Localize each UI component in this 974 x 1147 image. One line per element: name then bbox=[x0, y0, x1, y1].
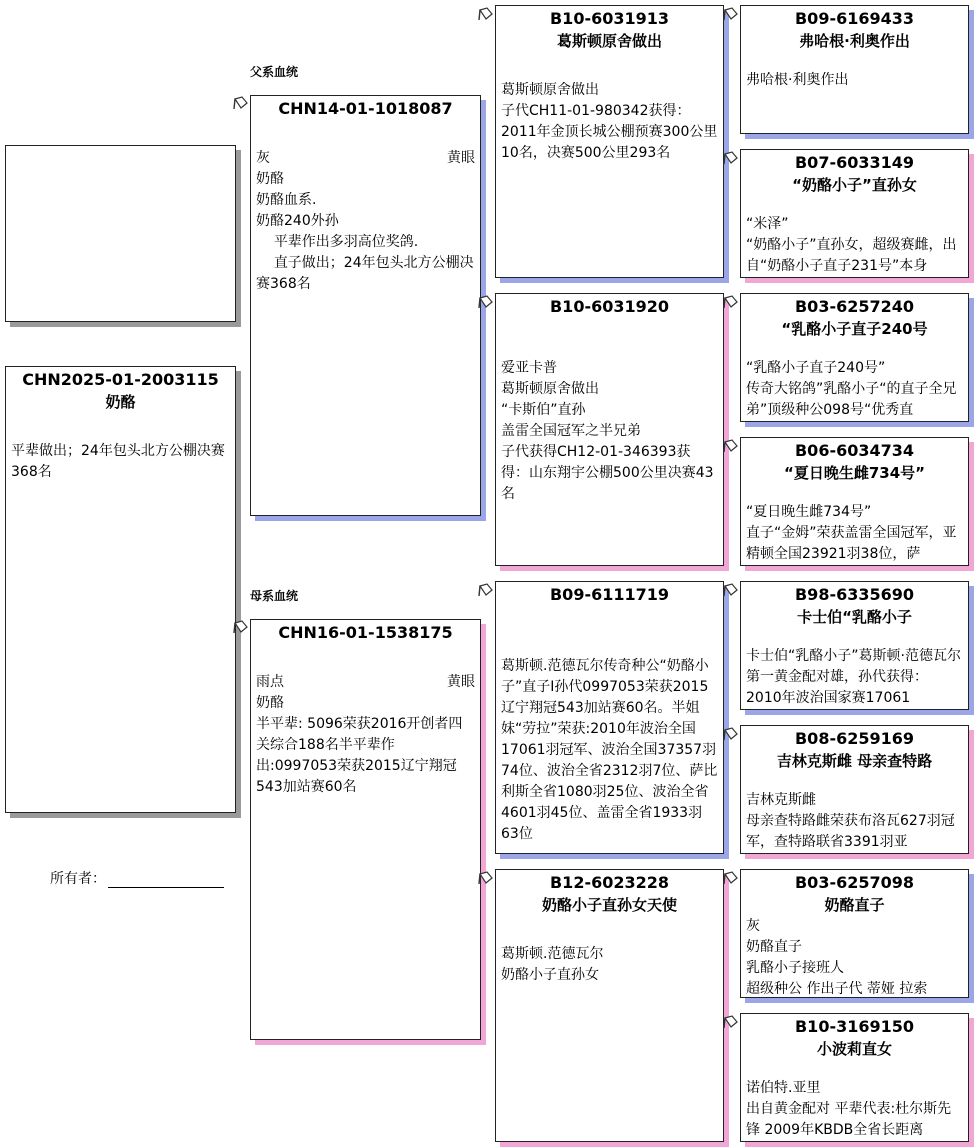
sds-card[interactable] bbox=[740, 293, 969, 422]
dd-card[interactable] bbox=[495, 869, 724, 1142]
ds-card[interactable] bbox=[495, 581, 724, 854]
sire-card[interactable] bbox=[250, 95, 481, 516]
ssd-ring: B07-6033149 bbox=[794, 153, 915, 172]
ds-name bbox=[496, 606, 723, 628]
dd-ring: B12-6023228 bbox=[549, 873, 670, 892]
flag-icon bbox=[478, 583, 494, 597]
subject-notes: 平辈做出；24年包头北方公棚决赛368名 bbox=[11, 443, 225, 480]
owner-label: 所有者： bbox=[50, 871, 106, 887]
sd-name bbox=[496, 318, 723, 340]
dam-eye: 黄眼 bbox=[447, 674, 475, 690]
dam-section-label: 母系血统 bbox=[250, 589, 299, 603]
sdd-card[interactable] bbox=[740, 437, 969, 566]
dam-card[interactable] bbox=[250, 619, 481, 1040]
dam-notes: 奶酪 半平辈: 5096荣获2016开创者四关综合188名半平辈作出:0997053荣获2015辽宁翔冠543加站赛60名 bbox=[256, 695, 463, 795]
ddd-card[interactable] bbox=[740, 1013, 969, 1142]
ssd-notes: “米泽” “奶酪小子”直孙女，超级赛雌，出自“奶酪小子直子231号”本身 bbox=[746, 216, 957, 274]
dam-ring: CHN16-01-1538175 bbox=[278, 623, 453, 642]
dds-name: 奶酪直子 bbox=[824, 896, 885, 914]
ds-ring: B09-6111719 bbox=[549, 585, 670, 604]
flag-icon bbox=[233, 620, 249, 634]
dsd-ring: B08-6259169 bbox=[794, 729, 915, 748]
sd-notes: 爱亚卡普 葛斯顿原舍做出 “卡斯伯”直孙 盖雷全国冠军之半兄弟 子代获得CH12-01-346393获得：山东翔宇公棚500公里决赛43名 bbox=[501, 360, 714, 502]
flag-icon bbox=[723, 439, 739, 453]
sire-eye: 黄眼 bbox=[447, 150, 475, 166]
ss-notes: 葛斯顿原舍做出 子代CH11-01-980342获得：2011年金顶长城公棚预赛300公里10名，决赛500公里293名 bbox=[501, 82, 718, 161]
sss-ring: B09-6169433 bbox=[794, 9, 915, 28]
dds-ring: B03-6257098 bbox=[794, 873, 915, 892]
flag-icon bbox=[723, 583, 739, 597]
sire-section-label: 父系血统 bbox=[250, 65, 299, 79]
flag-icon bbox=[723, 295, 739, 309]
dss-notes: 卡士伯“乳酪小子”葛斯顿·范德瓦尔第一黄金配对雄，孙代获得：2010年波治国家赛17061 bbox=[746, 648, 961, 706]
sire-ring: CHN14-01-1018087 bbox=[278, 99, 453, 118]
ddd-ring: B10-3169150 bbox=[794, 1017, 915, 1036]
dss-card[interactable] bbox=[740, 581, 969, 710]
sdd-ring: B06-6034734 bbox=[794, 441, 915, 460]
flag-icon bbox=[723, 871, 739, 885]
flag-icon bbox=[478, 7, 494, 21]
sdd-name: “夏日晚生雌734号” bbox=[783, 464, 926, 482]
ss-card[interactable] bbox=[495, 5, 724, 278]
sire-notes: 奶酪 奶酪血系. 奶酪240外孙 平辈作出多羽高位奖鸽. 直子做出；24年包头北方公棚决赛368名 bbox=[256, 171, 474, 292]
dd-name: 奶酪小子直孙女天使 bbox=[541, 896, 677, 914]
flag-icon bbox=[233, 96, 249, 110]
sds-name: “乳酪小子直子240号 bbox=[781, 320, 928, 338]
ddd-notes: 诺伯特.亚里 出自黄金配对 平辈代表:杜尔斯先锋 2009年KBDB全省长距离 bbox=[746, 1080, 952, 1138]
dsd-notes: 吉林克斯雌 母亲查特路雌荣获布洛瓦627羽冠军，查特路联省3391羽亚 bbox=[746, 792, 955, 850]
ss-name: 葛斯顿原舍做出 bbox=[556, 32, 662, 50]
flag-icon bbox=[723, 1015, 739, 1029]
ssd-card[interactable] bbox=[740, 149, 969, 278]
sss-notes: 弗哈根·利奥作出 bbox=[746, 72, 849, 88]
dam-color: 雨点 bbox=[256, 674, 284, 690]
owner-field[interactable] bbox=[50, 868, 224, 888]
subject-ring: CHN2025-01-2003115 bbox=[22, 370, 219, 389]
dds-card[interactable] bbox=[740, 869, 969, 998]
dsd-card[interactable] bbox=[740, 725, 969, 854]
flag-icon bbox=[723, 727, 739, 741]
sss-card[interactable] bbox=[740, 5, 969, 134]
subject-card[interactable] bbox=[5, 366, 236, 813]
dss-ring: B98-6335690 bbox=[794, 585, 915, 604]
sds-ring: B03-6257240 bbox=[794, 297, 915, 316]
dss-name: 卡士伯“乳酪小子 bbox=[797, 608, 912, 626]
flag-icon bbox=[723, 151, 739, 165]
ssd-name: “奶酪小子”直孙女 bbox=[792, 176, 917, 194]
photo-box bbox=[5, 145, 236, 322]
sd-card[interactable] bbox=[495, 293, 724, 566]
sire-color: 灰 bbox=[256, 150, 270, 166]
flag-icon bbox=[478, 295, 494, 309]
owner-line bbox=[108, 873, 224, 888]
dds-notes: 灰 奶酪直子 乳酪小子接班人 超级种公 作出子代 蒂娅 拉索 bbox=[746, 918, 928, 997]
sds-notes: “乳酪小子直子240号” 传奇大铭鸽”乳酪小子“的直子全兄弟”顶级种公098号“优秀直 bbox=[746, 360, 957, 418]
ss-ring: B10-6031913 bbox=[549, 9, 670, 28]
ddd-name: 小波莉直女 bbox=[816, 1040, 892, 1058]
sss-name: 弗哈根·利奥作出 bbox=[799, 32, 910, 50]
ds-notes: 葛斯顿.范德瓦尔传奇种公“奶酪小子”直子I孙代0997053荣获2015辽宁翔冠543加站赛60名。半姐妹“劳拉”荣获:2010年波治全国17061羽冠军、波治全国37357羽74位、波治全省2312羽7位、萨比利斯全省1080羽25位、波治全省4601羽45位、盖雷全省1933羽63位 bbox=[501, 658, 718, 842]
dsd-name: 吉林克斯雌 母亲查特路 bbox=[776, 752, 933, 770]
subject-name: 奶酪 bbox=[105, 393, 136, 411]
flag-icon bbox=[723, 7, 739, 21]
sdd-notes: “夏日晚生雌734号” 直子“金姆”荣获盖雷全国冠军，亚精顿全国23921羽38位，萨 bbox=[746, 504, 957, 562]
flag-icon bbox=[478, 871, 494, 885]
sd-ring: B10-6031920 bbox=[549, 297, 670, 316]
dd-notes: 葛斯顿.范德瓦尔 奶酪小子直孙女 bbox=[501, 946, 604, 983]
